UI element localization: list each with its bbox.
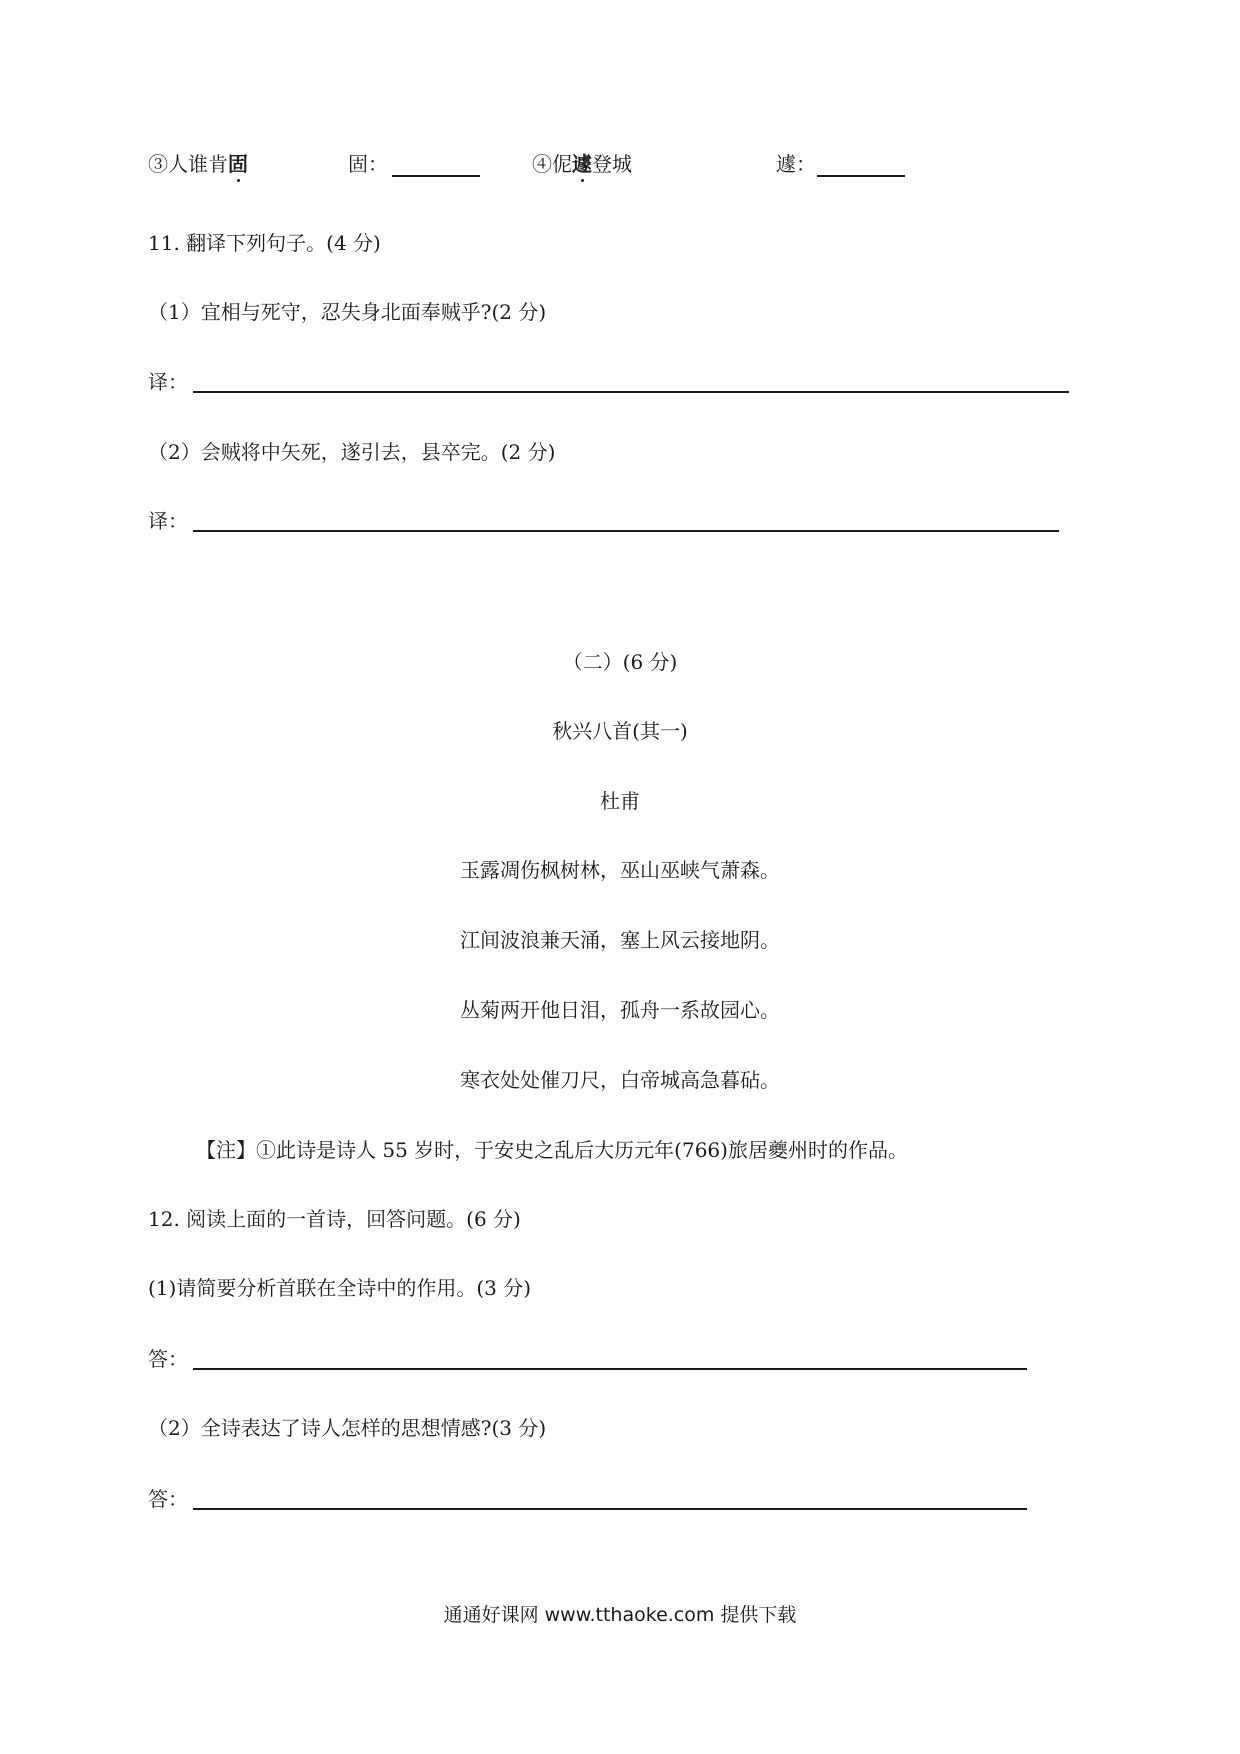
question-12-answer-label-1: 答： <box>148 1347 188 1371</box>
section-2-heading: （二）(6 分) <box>562 650 678 674</box>
page-footer: 通通好课网 www.tthaoke.com 提供下载 <box>443 1604 797 1626</box>
question-11-answer-line-1 <box>193 391 1069 393</box>
question-12-sub-1: (1)请简要分析首联在全诗中的作用。(3 分) <box>148 1276 532 1300</box>
poem-author: 杜甫 <box>600 789 640 813</box>
vocab-item-4-dotted-char: 遽 <box>572 152 592 176</box>
question-11-title: 11. 翻译下列句子。(4 分) <box>148 231 381 255</box>
vocab-item-4-suffix: 登城 <box>592 152 632 176</box>
question-11-answer-line-2 <box>193 530 1059 532</box>
question-11-sub-2: （2）会贼将中矢死，遂引去，县卒完。(2 分) <box>148 440 556 464</box>
poem-note: 【注】①此诗是诗人 55 岁时，于安史之乱后大历元年(766)旅居夔州时的作品。 <box>196 1138 908 1162</box>
poem-title: 秋兴八首(其一) <box>552 719 688 743</box>
question-11-answer-label-1: 译： <box>148 370 188 394</box>
poem-line-3: 丛菊两开他日泪，孤舟一系故园心。 <box>460 998 780 1022</box>
question-12-answer-line-1 <box>193 1368 1027 1370</box>
vocab-item-3-blank <box>392 175 480 177</box>
question-11-sub-1: （1）宜相与死守，忍失身北面奉贼乎?(2 分) <box>148 300 547 324</box>
poem-line-4: 寒衣处处催刀尺，白帝城高急暮砧。 <box>460 1068 780 1092</box>
vocab-item-4 <box>532 154 632 174</box>
poem-line-1: 玉露凋伤枫树林，巫山巫峡气萧森。 <box>460 858 780 882</box>
vocab-item-3-label: 固： <box>348 152 388 176</box>
question-11-answer-label-2: 译： <box>148 509 188 533</box>
vocab-item-3-prefix: ③人谁肯 <box>148 152 228 176</box>
vocab-item-4-prefix: ④伲 <box>532 152 572 176</box>
question-12-title: 12. 阅读上面的一首诗，回答问题。(6 分) <box>148 1207 521 1231</box>
question-12-sub-2: （2）全诗表达了诗人怎样的思想情感?(3 分) <box>148 1416 547 1440</box>
poem-line-2: 江间波浪兼天涌，塞上风云接地阴。 <box>460 928 780 952</box>
question-12-answer-line-2 <box>193 1508 1027 1510</box>
vocab-item-4-blank <box>817 175 905 177</box>
vocab-item-4-label: 遽： <box>776 152 816 176</box>
vocab-item-3-dotted-char: 固 <box>228 152 248 176</box>
question-12-answer-label-2: 答： <box>148 1487 188 1511</box>
vocab-item-3 <box>148 154 248 174</box>
